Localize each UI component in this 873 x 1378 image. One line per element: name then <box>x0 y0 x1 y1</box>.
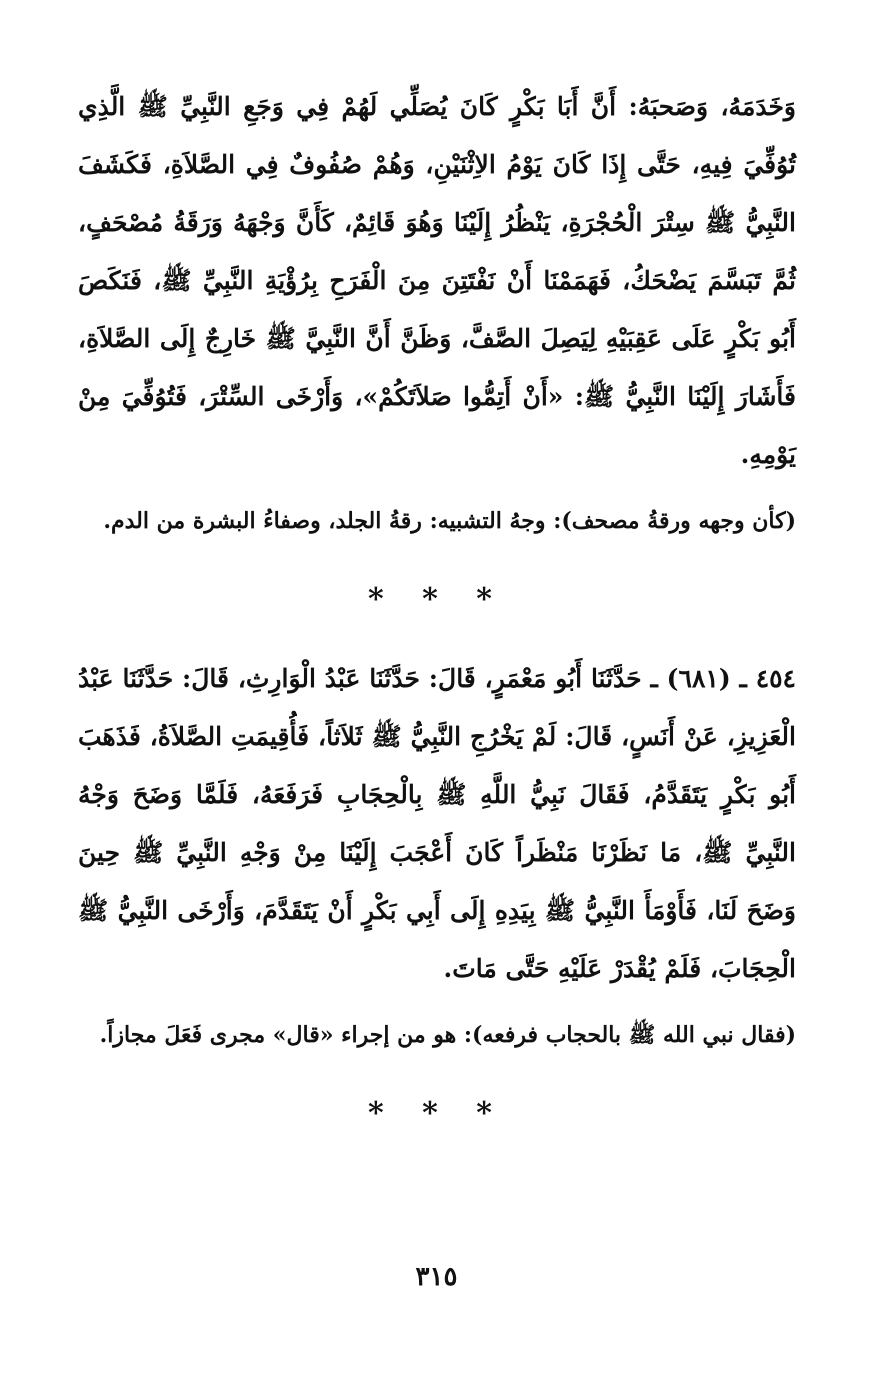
hadith-454-text: ٤٥٤ ـ (٦٨١) ـ حَدَّثَنَا أَبُو مَعْمَرٍ، قَالَ: حَدَّثَنَا عَبْدُ الْوَارِثِ، قَالَ: حَدَّثَنَا عَبْدُ الْعَزِيزِ، عَنْ أَنَسٍ، قَالَ: لَمْ يَخْرُجِ النَّبِيُّ ﷺ ثَلاَثاً، فَأُقِيمَتِ الصَّلاَةُ، فَذَهَبَ أَبُو بَكْرٍ يَتَقَدَّمُ، فَقَالَ نَبِيُّ اللَّهِ ﷺ بِالْحِجَابِ فَرَفَعَهُ، فَلَمَّا وَضَحَ وَجْهُ النَّبِيِّ ﷺ، مَا نَظَرْنَا مَنْظَراً كَانَ أَعْجَبَ إِلَيْنَا مِنْ وَجْهِ النَّبِيِّ ﷺ حِينَ وَضَحَ لَنَا، فَأَوْمَأَ النَّبِيُّ ﷺ بِيَدِهِ إِلَى أَبِي بَكْرٍ أَنْ يَتَقَدَّمَ، وَأَرْخَى النَّبِيُّ ﷺ الْحِجَابَ، فَلَمْ يُقْدَرْ عَلَيْهِ حَتَّى مَاتَ. <box>78 664 796 983</box>
hadith-454 <box>78 650 796 998</box>
page-body <box>78 78 796 1134</box>
section-separator: * * * <box>368 582 506 617</box>
section-separator: * * * <box>368 1096 506 1131</box>
explanatory-note-1: (كأن وجهه ورقةُ مصحف): وجهُ التشبيه: رقةُ الجلد، وصفاءُ البشرة من الدم. <box>103 508 796 534</box>
hadith-453-text: وَخَدَمَهُ، وَصَحبَهُ: أَنَّ أَبَا بَكْرٍ كَانَ يُصَلِّي لَهُمْ فِي وَجَعِ النَّبِيِّ ﷺ الَّذِي تُوُفِّيَ فِيهِ، حَتَّى إِذَا كَانَ يَوْمُ الاِثْنَيْنِ، وَهُمْ صُفُوفٌ فِي الصَّلاَةِ، فَكَشَفَ النَّبِيُّ ﷺ سِتْرَ الْحُجْرَةِ، يَنْظُرُ إِلَيْنَا وَهُوَ قَائِمٌ، كَأَنَّ وَجْهَهُ وَرَقَةُ مُصْحَفٍ، ثُمَّ تَبَسَّمَ يَضْحَكُ، فَهَمَمْنَا أَنْ نَفْتَتِنَ مِنَ الْفَرَحِ بِرُؤْيَةِ النَّبِيِّ ﷺ، فَنَكَصَ أَبُو بَكْرٍ عَلَى عَقِبَيْهِ لِيَصِلَ الصَّفَّ، وَظَنَّ أَنَّ النَّبِيَّ ﷺ خَارِجٌ إِلَى الصَّلاَةِ، فَأَشَارَ إِلَيْنَا النَّبِيُّ ﷺ: «أَنْ أَتِمُّوا صَلاَتَكُمْ»، وَأَرْخَى السِّتْرَ، فَتُوُفِّيَ مِنْ يَوْمِهِ. <box>78 92 796 469</box>
page-number: ٣١٥ <box>415 1262 458 1292</box>
explanatory-note-2: (فقال نبي الله ﷺ بالحجاب فرفعه): هو من إجراء «قال» مجرى فَعَلَ مجازاً. <box>99 1022 796 1048</box>
hadith-453-continuation <box>78 78 796 484</box>
